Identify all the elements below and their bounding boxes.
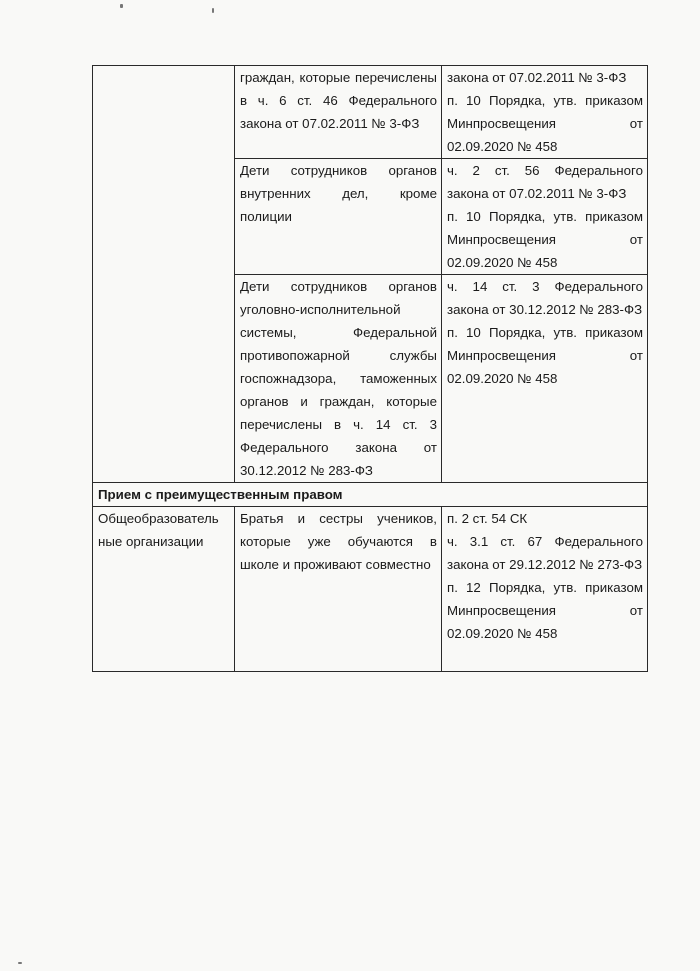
cell-text: граждан, которые перечислены в ч. 6 ст. 46 Федерального закона от 07.02.2011 № 3-ФЗ bbox=[240, 70, 437, 131]
table-cell-beneficiaries bbox=[235, 159, 442, 275]
table-cell-beneficiaries bbox=[235, 507, 442, 672]
table-cell-legal-basis bbox=[442, 275, 648, 483]
cell-text: ч. 14 ст. 3 Федерального закона от 30.12.2012 № 283-ФЗ bbox=[447, 279, 643, 317]
section-heading bbox=[93, 483, 648, 507]
cell-text: п. 12 Порядка, утв. приказом Минпросвещения от 02.09.2020 № 458 bbox=[447, 580, 643, 641]
cell-text: п. 10 Порядка, утв. приказом Минпросвещения от 02.09.2020 № 458 bbox=[447, 209, 643, 270]
table-cell-legal-basis bbox=[442, 507, 648, 672]
cell-text: Дети сотрудников органов внутренних дел, кроме полиции bbox=[240, 163, 437, 224]
cell-text: ч. 2 ст. 56 Федерального закона от 07.02.2011 № 3-ФЗ bbox=[447, 163, 643, 201]
cell-text: Общеобразователь ные организации bbox=[98, 511, 219, 549]
scan-speck bbox=[212, 8, 214, 13]
cell-text: Дети сотрудников органов уголовно-исполнительной системы, Федеральной противопожарной службы госпожнадзора, таможенных органов и граждан, которые перечислены в ч. 14 ст. 3 Федерального закона от 30.12.2012 № 283-ФЗ bbox=[240, 279, 437, 478]
scan-speck bbox=[120, 4, 123, 8]
cell-text: Братья и сестры учеников, которые уже обучаются в школе и проживают совместно bbox=[240, 511, 437, 572]
section-heading-text: Прием с преимущественным правом bbox=[98, 487, 343, 502]
table-cell-legal-basis bbox=[442, 66, 648, 159]
cell-text: ч. 3.1 ст. 67 Федерального закона от 29.12.2012 № 273-ФЗ bbox=[447, 534, 643, 572]
table-cell-category bbox=[93, 507, 235, 672]
table-cell-beneficiaries bbox=[235, 66, 442, 159]
cell-text: п. 2 ст. 54 СК bbox=[447, 511, 528, 526]
section-heading-row bbox=[93, 483, 648, 507]
cell-text: п. 10 Порядка, утв. приказом Минпросвещения от 02.09.2020 № 458 bbox=[447, 93, 643, 154]
table-cell-beneficiaries bbox=[235, 275, 442, 483]
table-cell-category bbox=[93, 66, 235, 483]
table-row bbox=[93, 66, 648, 159]
cell-text: закона от 07.02.2011 № 3-ФЗ bbox=[447, 70, 627, 85]
table-cell-legal-basis bbox=[442, 159, 648, 275]
document-table bbox=[92, 65, 648, 672]
scan-speck bbox=[18, 962, 22, 964]
table-row bbox=[93, 507, 648, 672]
cell-text: п. 10 Порядка, утв. приказом Минпросвещения от 02.09.2020 № 458 bbox=[447, 325, 643, 386]
